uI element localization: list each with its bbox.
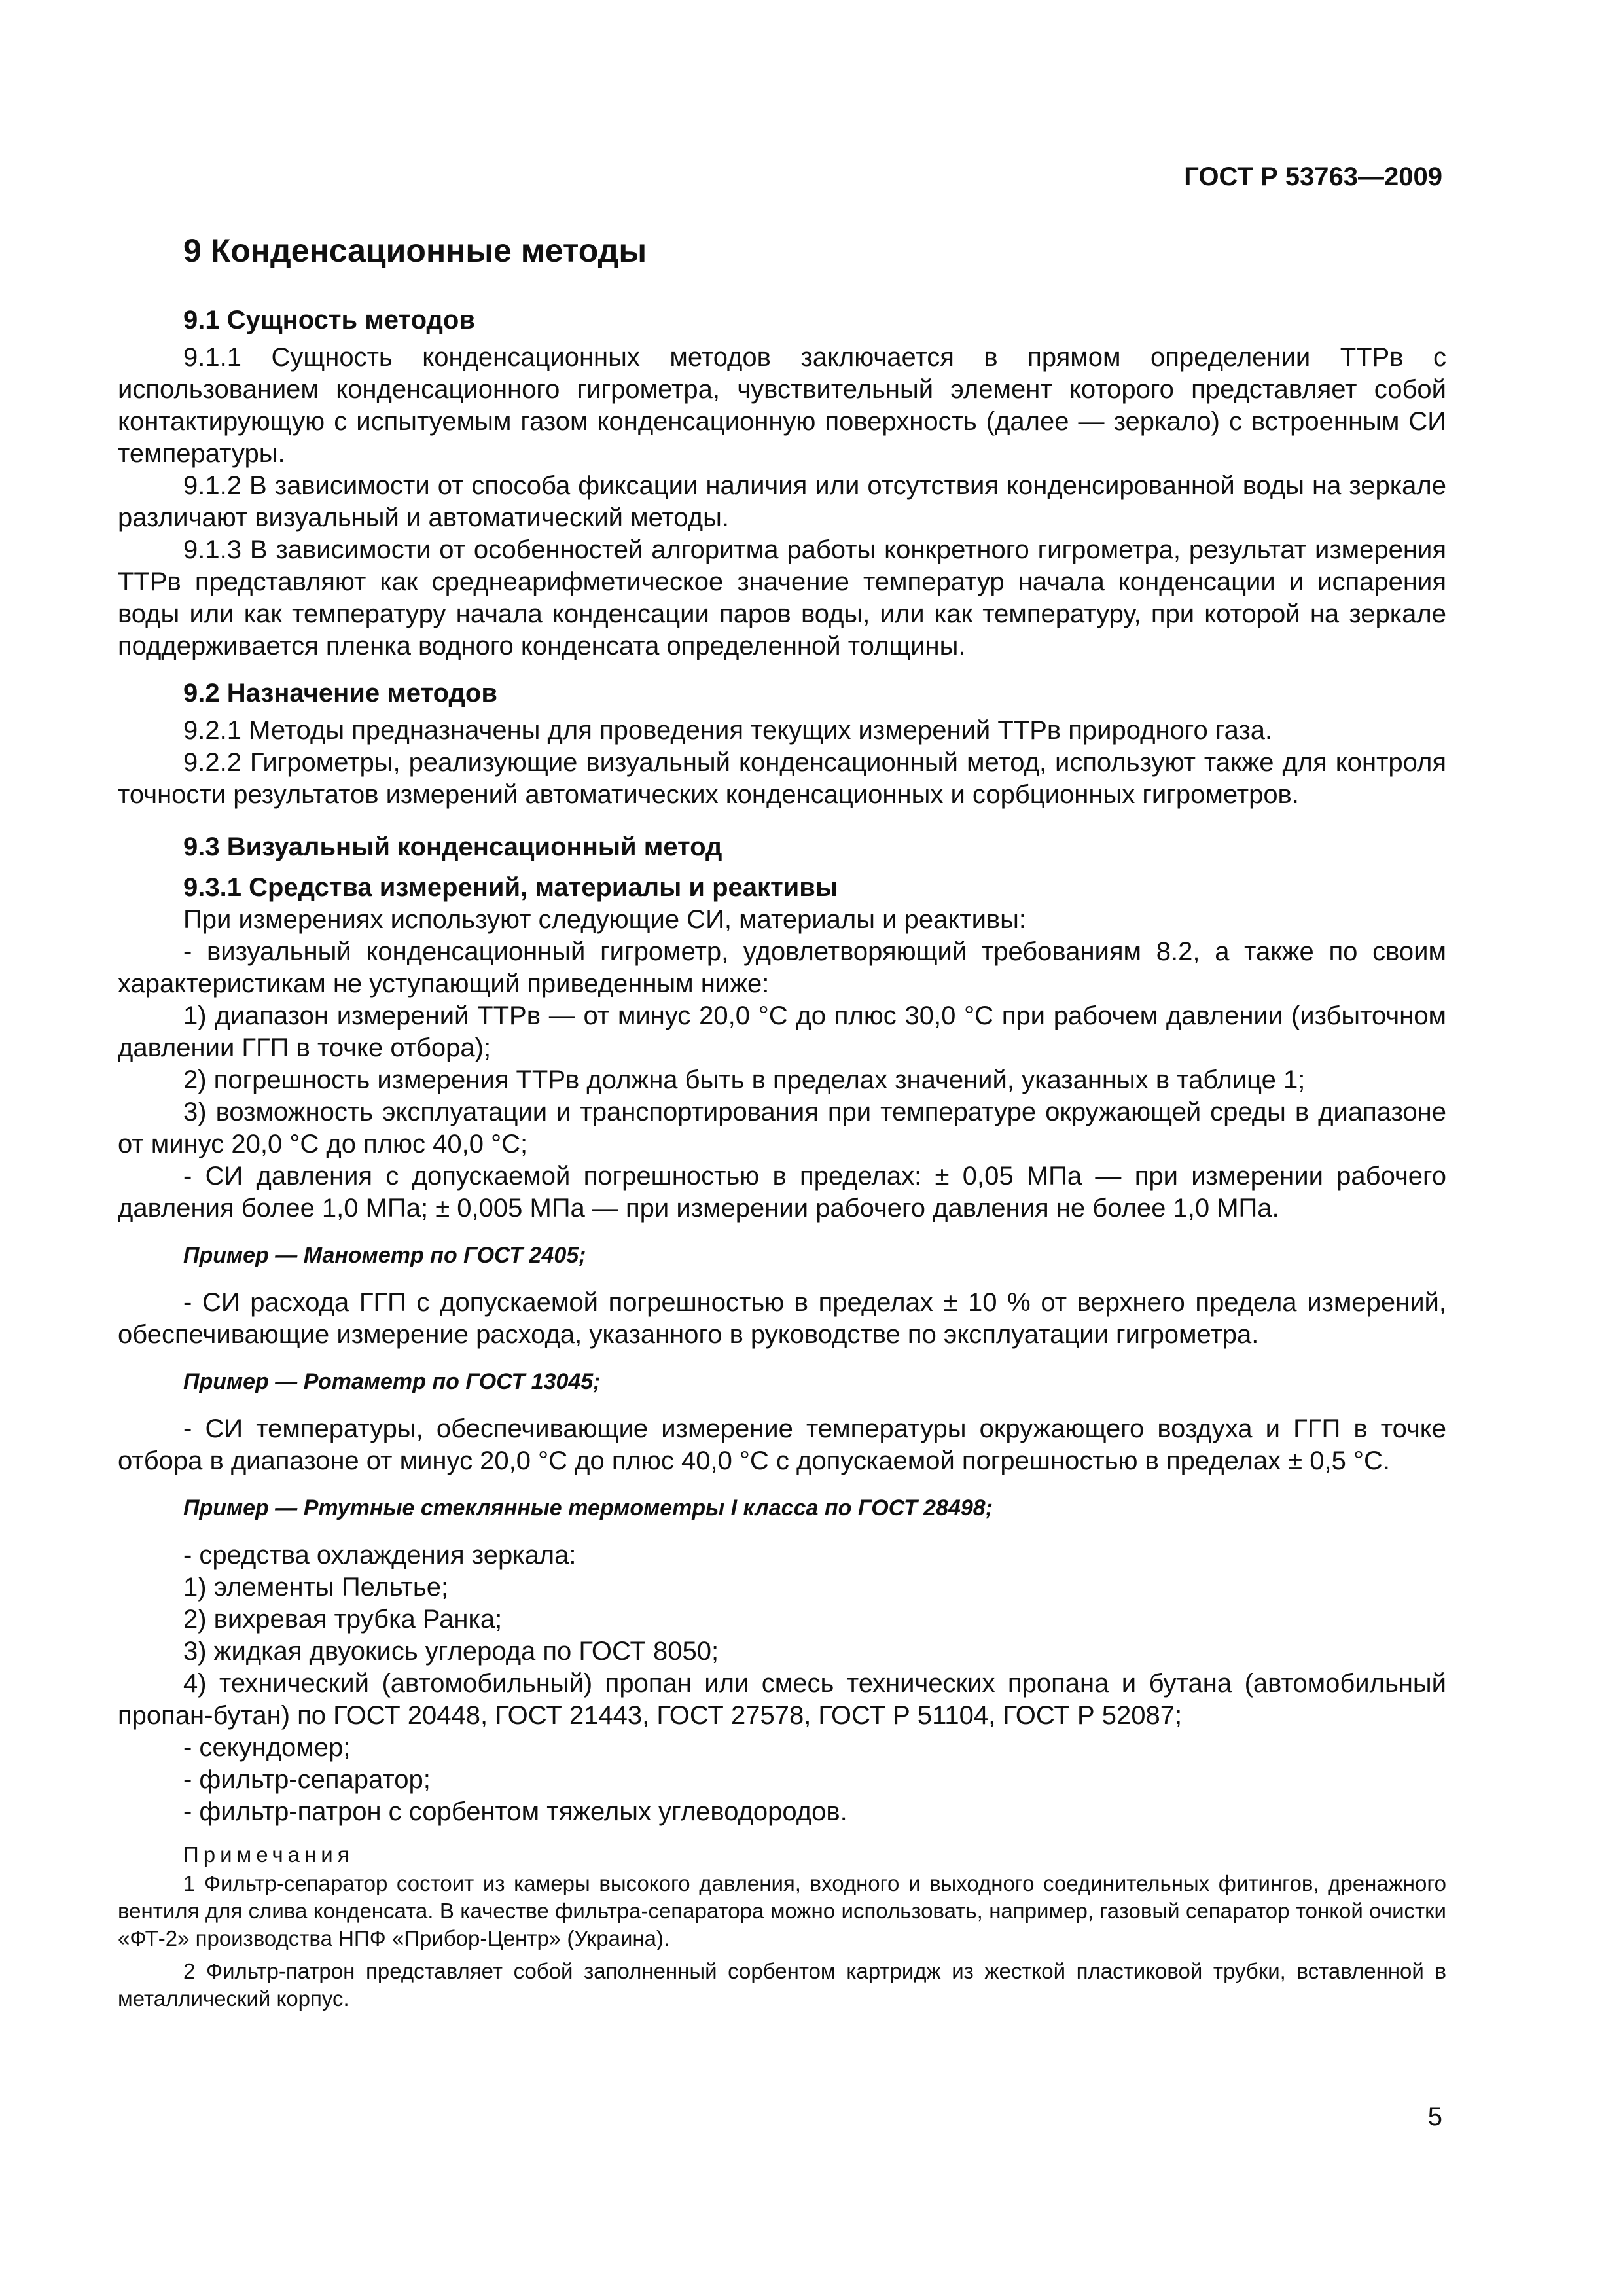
document-header: ГОСТ Р 53763—2009 (1184, 162, 1442, 191)
list-item: 3) жидкая двуокись углерода по ГОСТ 8050; (183, 1637, 719, 1666)
list-item: 4) технический (автомобильный) пропан или смесь технических пропана и бутана (автомобильный пропан-бутан) по ГОСТ 20448, ГОСТ 21443, ГОСТ 27578, ГОСТ Р 51104, ГОСТ Р 52087; (118, 1669, 1446, 1730)
example-2: Пример — Ротаметр по ГОСТ 13045; (183, 1369, 601, 1394)
example-1: Пример — Манометр по ГОСТ 2405; (183, 1243, 586, 1268)
list-item: - СИ температуры, обеспечивающие измерение температуры окружающего воздуха и ГГП в точке отбора в диапазоне от минус 20,0 °С до плюс 40,0 °С с допускаемой погрешностью в пределах ± 0,5 °С. (118, 1414, 1446, 1475)
subsection-9-3-title: 9.3 Визуальный конденсационный метод (183, 833, 722, 861)
paragraph-9-1-2: 9.1.2 В зависимости от способа фиксации наличия или отсутствия конденсированной воды на зеркале различают визуальный и автоматический методы. (118, 471, 1446, 532)
paragraph-9-1-1: 9.1.1 Сущность конденсационных методов заключается в прямом определении ТТРв с использованием конденсационного гигрометра, чувствительный элемент которого представляет собой контактирующую с испытуемым газом конденсационную поверхность (далее — зеркало) с встроенным СИ температуры. (118, 343, 1446, 468)
list-item: 1) элементы Пельтье; (183, 1573, 449, 1602)
paragraph-9-1-3: 9.1.3 В зависимости от особенностей алгоритма работы конкретного гигрометра, результат измерения ТТРв представляют как среднеарифметическое значение температур начала конденсации и испарения воды или как температуру начала конденсации паров воды, или как температуру, при которой на зеркале поддерживается пленка водного конденсата определенной толщины. (118, 535, 1446, 660)
page-number: 5 (1427, 2102, 1442, 2131)
subsection-9-1-title: 9.1 Сущность методов (183, 306, 475, 334)
list-item: - СИ расхода ГГП с допускаемой погрешностью в пределах ± 10 % от верхнего предела измерений, обеспечивающие измерение расхода, указанного в руководстве по эксплуатации гигрометра. (118, 1288, 1446, 1349)
list-item: 2) погрешность измерения ТТРв должна быть в пределах значений, указанных в таблице 1; (183, 1066, 1306, 1094)
list-item: 1) диапазон измерений ТТРв — от минус 20,0 °С до плюс 30,0 °С при рабочем давлении (избыточном давлении ГГП в точке отбора); (118, 1001, 1446, 1062)
subsection-9-3-1-title: 9.3.1 Средства измерений, материалы и реактивы (183, 873, 838, 902)
note-1: 1 Фильтр-сепаратор состоит из камеры высокого давления, входного и выходного соединительных фитингов, дренажного вентиля для слива конденсата. В качестве фильтра-сепаратора можно использовать, например, газовый сепаратор тонкой очистки «ФТ-2» производства НПФ «Прибор-Центр» (Украина). (118, 1871, 1446, 1950)
list-intro: При измерениях используют следующие СИ, материалы и реактивы: (183, 905, 1027, 934)
section-title: 9 Конденсационные методы (183, 232, 647, 269)
paragraph-9-2-1: 9.2.1 Методы предназначены для проведения текущих измерений ТТРв природного газа. (183, 716, 1273, 745)
list-item: - секундомер; (183, 1733, 351, 1762)
example-3: Пример — Ртутные стеклянные термометры I класса по ГОСТ 28498; (183, 1496, 993, 1520)
page-content (118, 229, 1446, 2013)
paragraph-9-2-2: 9.2.2 Гигрометры, реализующие визуальный конденсационный метод, используют также для контроля точности результатов измерений автоматических конденсационных и сорбционных гигрометров. (118, 748, 1446, 809)
list-item: - визуальный конденсационный гигрометр, удовлетворяющий требованиям 8.2, а также по своим характеристикам не уступающий приведенным ниже: (118, 937, 1446, 998)
notes-heading: Примечания (183, 1842, 354, 1867)
list-item: 2) вихревая трубка Ранка; (183, 1605, 503, 1634)
list-item: - фильтр-сепаратор; (183, 1765, 431, 1794)
subsection-9-2-title: 9.2 Назначение методов (183, 679, 497, 708)
list-item: - СИ давления с допускаемой погрешностью в пределах: ± 0,05 МПа — при измерении рабочего давления более 1,0 МПа; ± 0,005 МПа — при измерении рабочего давления не более 1,0 МПа. (118, 1162, 1446, 1223)
list-item: 3) возможность эксплуатации и транспортирования при температуре окружающей среды в диапазоне от минус 20,0 °С до плюс 40,0 °С; (118, 1098, 1446, 1158)
list-item: - средства охлаждения зеркала: (183, 1541, 577, 1570)
list-item: - фильтр-патрон с сорбентом тяжелых углеводородов. (183, 1797, 847, 1826)
note-2: 2 Фильтр-патрон представляет собой заполненный сорбентом картридж из жесткой пластиковой трубки, вставленной в металлический корпус. (118, 1959, 1446, 2011)
